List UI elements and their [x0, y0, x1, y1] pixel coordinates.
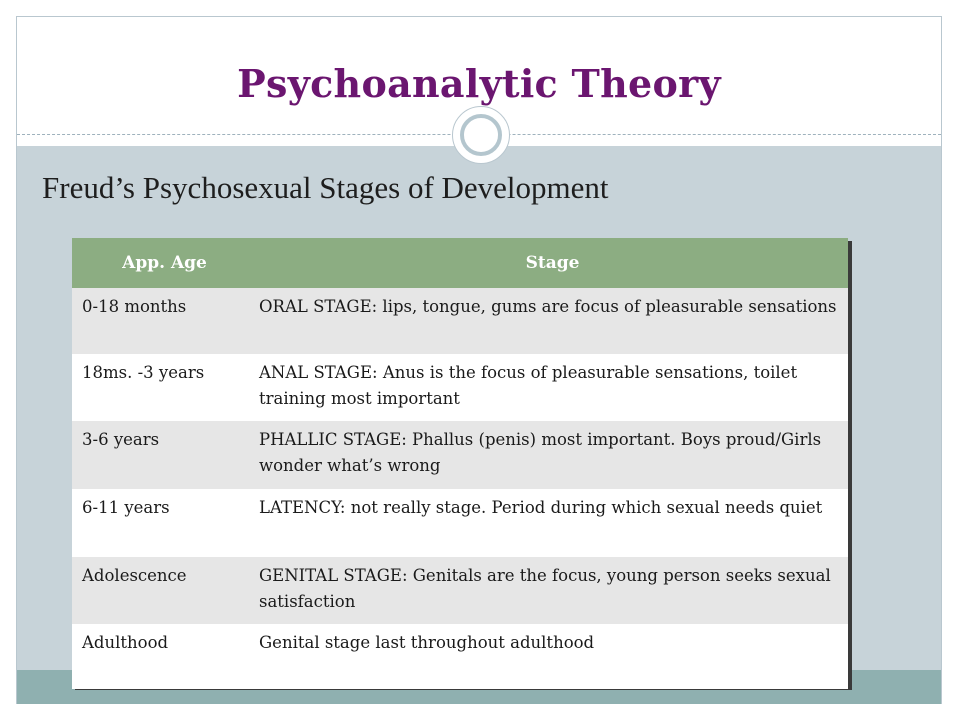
slide-title: Psychoanalytic Theory: [237, 61, 721, 106]
age-cell: 3-6 years: [72, 421, 257, 489]
age-cell: 0-18 months: [72, 288, 257, 354]
stages-table: [72, 238, 848, 689]
age-cell: 6-11 years: [72, 489, 257, 557]
table-header-row: [72, 238, 848, 288]
stage-cell: ANAL STAGE: Anus is the focus of pleasurable sensations, toilet training most important: [257, 354, 848, 421]
stage-cell: LATENCY: not really stage. Period during which sexual needs quiet: [257, 489, 848, 557]
table-row: [72, 624, 848, 689]
header-age: App. Age: [72, 238, 257, 288]
age-cell: Adulthood: [72, 624, 257, 689]
table-row: [72, 421, 848, 489]
table-row: [72, 354, 848, 421]
age-cell: Adolescence: [72, 557, 257, 624]
age-cell: 18ms. -3 years: [72, 354, 257, 421]
table-row: [72, 557, 848, 624]
slide-subtitle: Freud’s Psychosexual Stages of Development: [42, 170, 609, 205]
stage-cell: PHALLIC STAGE: Phallus (penis) most important. Boys proud/Girls wonder what’s wrong: [257, 421, 848, 489]
table-row: [72, 288, 848, 354]
stage-cell: Genital stage last throughout adulthood: [257, 624, 848, 689]
table-row: [72, 489, 848, 557]
divider-ring-icon: [460, 114, 502, 156]
stage-cell: ORAL STAGE: lips, tongue, gums are focus of pleasurable sensations: [257, 288, 848, 354]
header-stage: Stage: [257, 238, 848, 288]
stage-cell: GENITAL STAGE: Genitals are the focus, young person seeks sexual satisfaction: [257, 557, 848, 624]
